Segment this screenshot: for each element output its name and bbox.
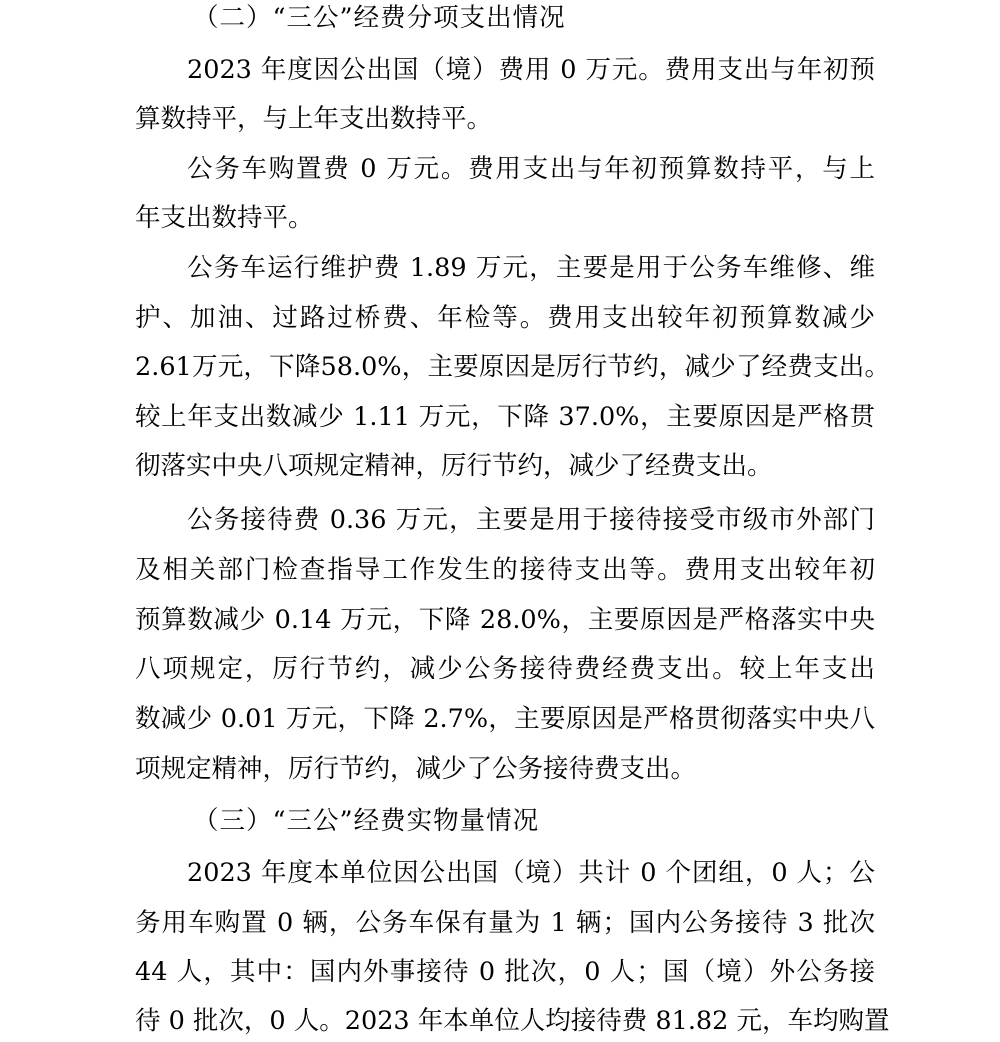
paragraph-physical-line-2: 务用车购置 0 辆，公务车保有量为 1 辆；国内公务接待 3 批次 [135, 908, 875, 938]
paragraph-operation-line-2: 护、加油、过路过桥费、年检等。费用支出较年初预算数减少 [135, 303, 875, 333]
section-heading-physical: （三）“三公”经费实物量情况 [193, 806, 540, 836]
paragraph-overseas-line-2: 算数持平，与上年支出数持平。 [135, 104, 493, 134]
paragraph-operation-line-5: 彻落实中央八项规定精神，厉行节约，减少了经费支出。 [135, 451, 773, 481]
paragraph-reception-line-5: 数减少 0.01 万元，下降 2.7%，主要原因是严格贯彻落实中央八 [135, 704, 875, 734]
paragraph-operation-line-1: 公务车运行维护费 1.89 万元，主要是用于公务车维修、维 [187, 253, 875, 283]
paragraph-purchase-line-2: 年支出数持平。 [135, 203, 314, 233]
paragraph-purchase-line-1: 公务车购置费 0 万元。费用支出与年初预算数持平，与上 [187, 154, 875, 184]
paragraph-overseas-line-1: 2023 年度因公出国（境）费用 0 万元。费用支出与年初预 [187, 55, 875, 85]
paragraph-operation-line-3: 2.61万元，下降58.0%，主要原因是厉行节约，减少了经费支出。 [135, 352, 890, 382]
paragraph-operation-line-4: 较上年支出数减少 1.11 万元，下降 37.0%，主要原因是严格贯 [135, 402, 875, 432]
section-heading-breakdown: （二）“三公”经费分项支出情况 [193, 3, 566, 33]
paragraph-reception-line-4: 八项规定，厉行节约，减少公务接待费经费支出。较上年支出 [135, 654, 875, 684]
paragraph-reception-line-2: 及相关部门检查指导工作发生的接待支出等。费用支出较年初 [135, 555, 875, 585]
paragraph-physical-line-4: 待 0 批次，0 人。2023 年本单位人均接待费 81.82 元，车均购置 [135, 1006, 890, 1036]
paragraph-physical-line-1: 2023 年度本单位因公出国（境）共计 0 个团组，0 人；公 [187, 858, 875, 888]
paragraph-physical-line-3: 44 人，其中：国内外事接待 0 批次，0 人；国（境）外公务接 [135, 957, 875, 987]
paragraph-reception-line-1: 公务接待费 0.36 万元，主要是用于接待接受市级市外部门 [187, 505, 875, 535]
paragraph-reception-line-6: 项规定精神，厉行节约，减少了公务接待费支出。 [135, 754, 697, 784]
paragraph-reception-line-3: 预算数减少 0.14 万元，下降 28.0%，主要原因是严格落实中央 [135, 605, 875, 635]
